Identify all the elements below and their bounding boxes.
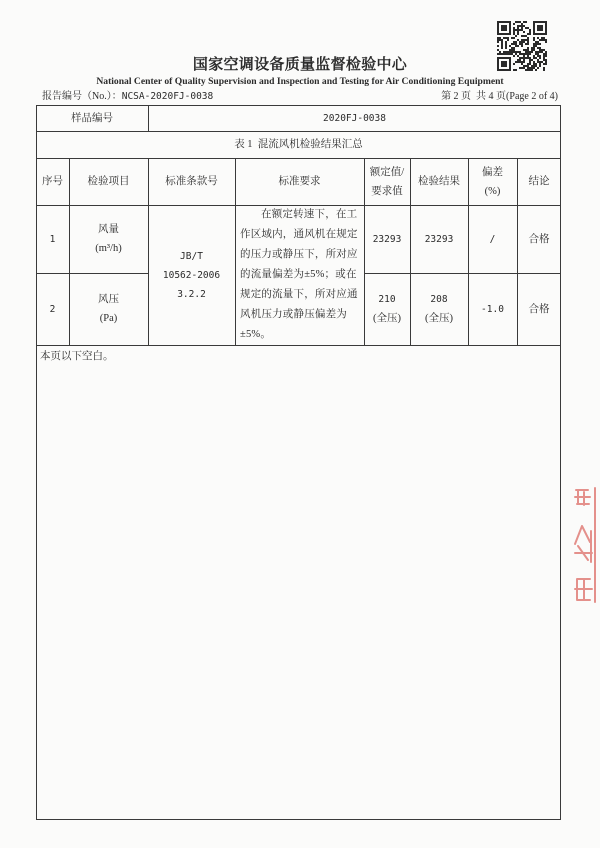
report-number — [42, 90, 213, 103]
row-1-deviation-cell — [468, 205, 517, 273]
table-caption: 表 1 混流风机检验结果汇总 — [234, 139, 363, 150]
row-2-result-cell — [410, 273, 468, 345]
standard-clause-line: 3.2.2 — [177, 288, 206, 300]
row-1-item: 风量 — [98, 224, 119, 235]
table-rule — [36, 345, 561, 346]
header-cell-deviation — [468, 158, 517, 205]
page-info: 第 2 页 共 4 页(Page 2 of 4) — [441, 91, 558, 102]
report-number-label: 报告编号（No.）： — [42, 91, 122, 102]
header-cell-requirement — [235, 158, 364, 205]
red-seal-fragment — [571, 486, 598, 604]
header-label: 序号 — [42, 176, 63, 187]
row-2-result-note: (全压) — [425, 313, 453, 324]
org-name-en: National Center of Quality Supervision and Inspection and Testing for Air Conditioning Equipment — [96, 76, 504, 87]
header-cell-no — [36, 158, 69, 205]
row-2-rated-cell — [364, 273, 410, 345]
row-1-deviation: / — [489, 233, 496, 245]
requirement-line: 规定的流量下，所对应通 — [240, 289, 358, 300]
requirement-line: 在额定转速下，在工 — [261, 209, 358, 220]
row-2-no-cell — [36, 273, 69, 345]
header-cell-rated — [364, 158, 410, 205]
row-1-rated-value: 23293 — [372, 233, 402, 245]
seal-mark — [575, 490, 590, 505]
row-2-conclusion: 合格 — [528, 303, 550, 315]
standard-clause-cell — [148, 205, 235, 345]
seal-mark — [575, 526, 592, 562]
row-1-conclusion-cell — [517, 205, 561, 273]
requirement-line: 风机压力或静压偏差为 — [240, 309, 347, 320]
header-label: 检验结果 — [418, 176, 460, 187]
requirement-line: 的压力或静压下，所对应 — [240, 249, 358, 260]
header-label: 结论 — [528, 176, 550, 187]
row-2-deviation: -1.0 — [481, 303, 504, 315]
seal-strokes — [575, 488, 595, 602]
blank-page-note: 本页以下空白。 — [40, 351, 114, 362]
sample-value: 2020FJ-0038 — [323, 112, 386, 124]
results-table — [36, 105, 561, 820]
row-1-item-cell — [69, 205, 148, 273]
row-2-deviation-cell — [468, 273, 517, 345]
header-label: 标准条款号 — [165, 176, 218, 187]
row-2-item: 风压 — [98, 294, 119, 305]
row-2-result-value: 208 — [430, 294, 448, 305]
sample-label-cell — [36, 105, 148, 131]
header-label: (%) — [484, 185, 501, 197]
standard-clause-line: 10562-2006 — [162, 269, 221, 281]
header-cell-clause — [148, 158, 235, 205]
row-2-unit: (Pa) — [99, 313, 118, 324]
requirement-line: ±5%。 — [240, 329, 272, 340]
requirement-line: 作区域内，通风机在规定 — [240, 229, 358, 240]
header-label: 检验项目 — [87, 176, 130, 187]
header-label: 要求值 — [371, 185, 403, 197]
row-2-rated-note: (全压) — [373, 313, 401, 324]
standard-requirement-cell — [235, 205, 364, 345]
header-label: 偏差 — [482, 166, 503, 178]
row-1-no: 1 — [49, 233, 56, 245]
table-caption-cell — [36, 131, 561, 158]
header-cell-item — [69, 158, 148, 205]
row-1-unit: (m³/h) — [95, 243, 122, 254]
seal-graphic — [571, 486, 598, 604]
standard-clause-line: JB/T — [180, 250, 203, 262]
requirement-line: 的流量偏差为±5%；或在 — [240, 269, 357, 280]
header-cell-result — [410, 158, 468, 205]
row-1-no-cell — [36, 205, 69, 273]
row-2-rated-value: 210 — [378, 294, 396, 305]
org-name-cn: 国家空调设备质量监督检验中心 — [192, 57, 408, 73]
row-2-item-cell — [69, 273, 148, 345]
row-1-conclusion: 合格 — [528, 233, 550, 245]
row-2-conclusion-cell — [517, 273, 561, 345]
sample-value-cell — [148, 105, 561, 131]
row-2-no: 2 — [49, 303, 56, 315]
sample-label: 样品编号 — [71, 112, 113, 124]
row-1-result-cell — [410, 205, 468, 273]
header-label: 标准要求 — [278, 176, 321, 187]
header-label: 额定值/ — [369, 166, 405, 178]
row-1-result-value: 23293 — [424, 233, 454, 245]
report-number-value: NCSA-2020FJ-0038 — [121, 91, 214, 102]
header-cell-conclusion — [517, 158, 561, 205]
seal-mark — [575, 579, 592, 600]
row-1-rated-cell — [364, 205, 410, 273]
